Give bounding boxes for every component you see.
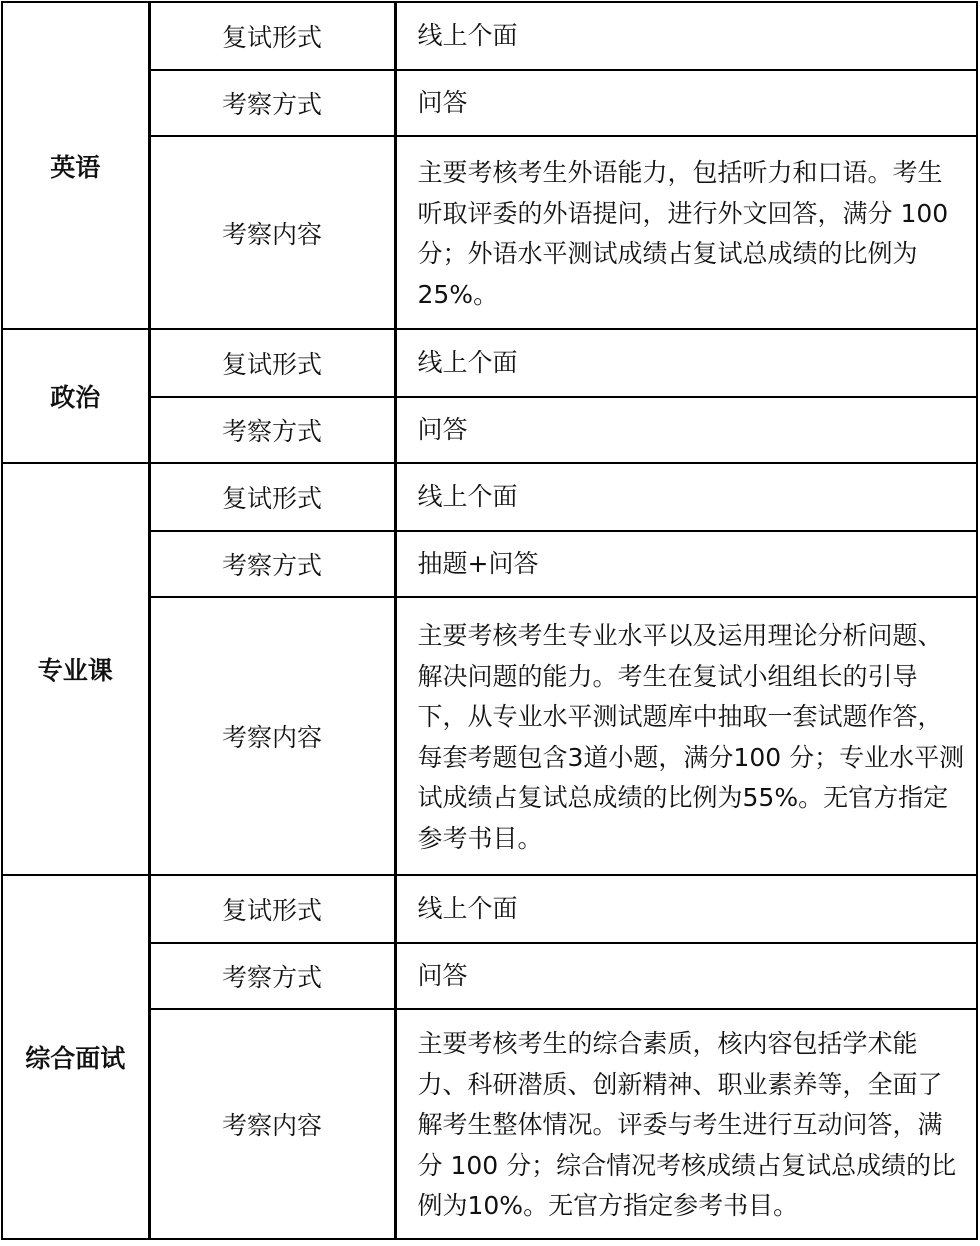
subject-cell: 英语 bbox=[2, 2, 149, 329]
item-label: 考察内容 bbox=[149, 597, 395, 875]
item-value: 抽题+问答 bbox=[395, 531, 977, 597]
subject-cell: 综合面试 bbox=[2, 875, 149, 1239]
subject-cell: 政治 bbox=[2, 329, 149, 463]
table-row bbox=[2, 136, 977, 329]
table-row bbox=[2, 1009, 977, 1239]
table-row bbox=[2, 531, 977, 597]
item-value: 线上个面 bbox=[395, 463, 977, 531]
subject-cell: 专业课 bbox=[2, 463, 149, 875]
item-label: 考察内容 bbox=[149, 136, 395, 329]
item-label: 复试形式 bbox=[149, 875, 395, 943]
item-value: 主要考核考生的综合素质，核内容包括学术能力、科研潜质、创新精神、职业素养等，全面了解考生整体情况。评委与考生进行互动问答，满分 100 分；综合情况考核成绩占复试总成绩的比例为10%。无官方指定参考书目。 bbox=[395, 1009, 977, 1239]
item-value: 问答 bbox=[395, 943, 977, 1009]
table-row bbox=[2, 70, 977, 136]
item-value: 问答 bbox=[395, 397, 977, 463]
item-label: 考察方式 bbox=[149, 397, 395, 463]
item-label: 考察方式 bbox=[149, 943, 395, 1009]
item-value: 主要考核考生专业水平以及运用理论分析问题、解决问题的能力。考生在复试小组组长的引导下，从专业水平测试题库中抽取一套试题作答，每套考题包含3道小题，满分100 分；专业水平测试成绩占复试总成绩的比例为55%。无官方指定参考书目。 bbox=[395, 597, 977, 875]
item-value: 问答 bbox=[395, 70, 977, 136]
item-label: 复试形式 bbox=[149, 2, 395, 70]
item-value: 线上个面 bbox=[395, 2, 977, 70]
table-row bbox=[2, 2, 977, 70]
table-row bbox=[2, 943, 977, 1009]
item-label: 复试形式 bbox=[149, 329, 395, 397]
item-value: 线上个面 bbox=[395, 875, 977, 943]
item-label: 考察方式 bbox=[149, 70, 395, 136]
interview-requirements-table bbox=[1, 1, 978, 1240]
item-label: 考察方式 bbox=[149, 531, 395, 597]
table-row bbox=[2, 875, 977, 943]
table-row bbox=[2, 329, 977, 397]
table-row bbox=[2, 463, 977, 531]
item-label: 复试形式 bbox=[149, 463, 395, 531]
item-value: 主要考核考生外语能力，包括听力和口语。考生听取评委的外语提问，进行外文回答，满分 100 分；外语水平测试成绩占复试总成绩的比例为 25%。 bbox=[395, 136, 977, 329]
item-value: 线上个面 bbox=[395, 329, 977, 397]
item-label: 考察内容 bbox=[149, 1009, 395, 1239]
table-row bbox=[2, 397, 977, 463]
table-row bbox=[2, 597, 977, 875]
